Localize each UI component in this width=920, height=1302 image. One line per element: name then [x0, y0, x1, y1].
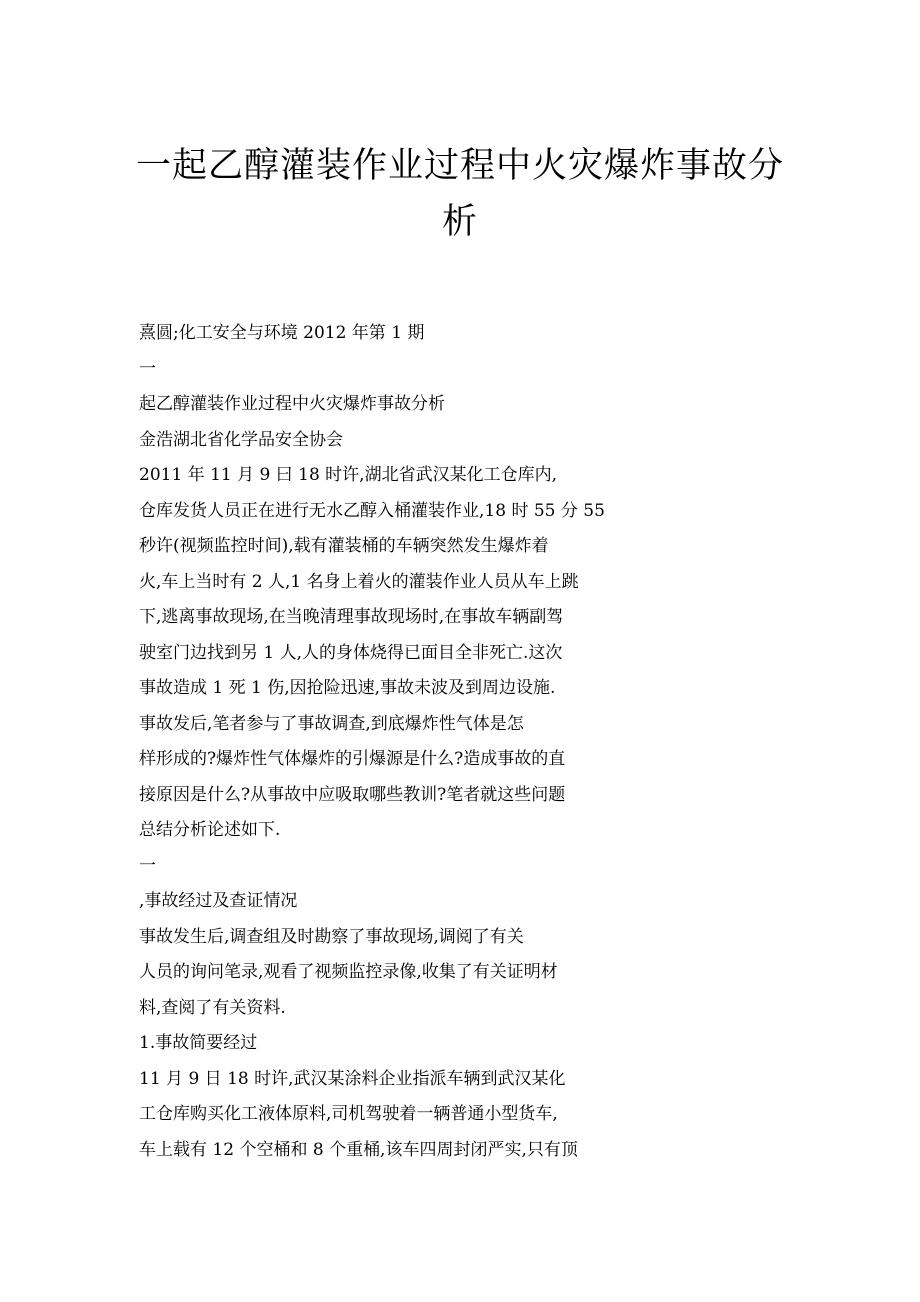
text-line: 接原因是什么?从事故中应吸取哪些教训?笔者就这些问题: [139, 784, 566, 805]
title-line-1: 一起乙醇灌装作业过程中火灾爆炸事故分: [135, 146, 784, 186]
body-text: [139, 316, 799, 1168]
text-line: 1.事故简要经过: [139, 1033, 258, 1053]
text-line: 火,车上当时有 2 人,1 名身上着火的灌装作业人员从车上跳: [139, 571, 579, 592]
text-line: 事故造成 1 死 1 伤,因抢险迅速,事故未波及到周边设施.: [139, 678, 556, 698]
text-line: 车上载有 12 个空桶和 8 个重桶,该车四周封闭严实,只有顶: [139, 1139, 578, 1160]
text-line: 人员的询问笔录,观看了视频监控录像,收集了有关证明材: [139, 962, 558, 982]
text-line: 事故发生后,调查组及时勘察了事故现场,调阅了有关: [139, 926, 524, 947]
text-line: 熹圆;化工安全与环境 2012 年第 1 期: [139, 323, 425, 343]
text-line: 一: [139, 358, 156, 379]
text-line: 总结分析论述如下.: [139, 820, 281, 840]
text-line: 一: [139, 855, 156, 876]
text-line: 金浩湖北省化学品安全协会: [139, 429, 343, 450]
title-line-2: 析: [441, 202, 478, 242]
text-line: ,事故经过及查证情况: [139, 891, 298, 911]
text-line: 11 月 9 日 18 时许,武汉某涂料企业指派车辆到武汉某化: [139, 1068, 566, 1089]
text-line: 下,逃离事故现场,在当晚清理事故现场时,在事故车辆副驾: [139, 607, 564, 627]
text-line: 仓库发货人员正在进行无水乙醇入桶灌装作业,18 时 55 分 55: [139, 500, 605, 521]
text-line: 工仓库购买化工液体原料,司机驾驶着一辆普通小型货车,: [139, 1104, 558, 1124]
document-title: [100, 138, 820, 250]
text-line: 2011 年 11 月 9 曰 18 时许,湖北省武汉某化工仓库内,: [139, 465, 557, 485]
text-line: 事故发后,笔者参与了事故调查,到底爆炸性气体是怎: [139, 713, 524, 734]
text-line: 驶室门边找到另 1 人,人的身体烧得已面目全非死亡.这次: [139, 642, 563, 663]
text-line: 秒许(视频监控时间),载有灌装桶的车辆突然发生爆炸着: [139, 536, 549, 556]
text-line: 样形成的?爆炸性气体爆炸的引爆源是什么?造成事故的直: [139, 749, 566, 769]
text-line: 起乙醇灌装作业过程中火灾爆炸事故分析: [139, 394, 445, 414]
text-line: 料,查阅了有关资料.: [139, 997, 286, 1018]
